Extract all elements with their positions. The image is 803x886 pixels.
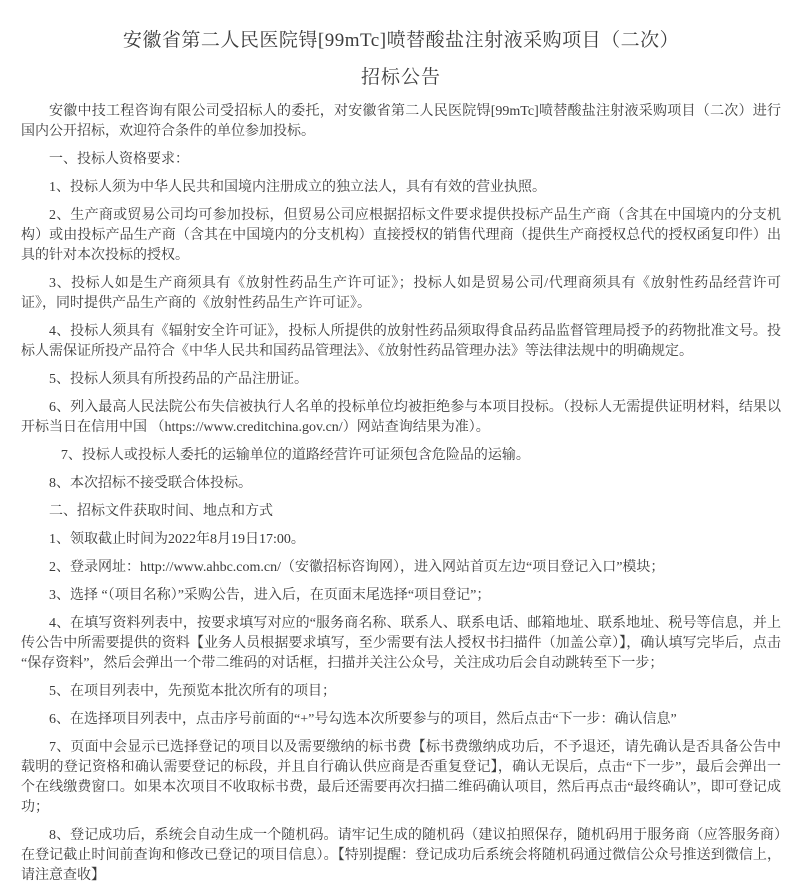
- announcement-document: [0, 27, 803, 886]
- section1-item-2: 2、生产商或贸易公司均可参加投标，但贸易公司应根据招标文件要求提供投标产品生产商（含其在中国境内的分支机构）或由投标产品生产商（含其在中国境内的分支机构）直接授权的销售代理商（提供生产商授权总代的授权函复印件）出具的针对本次投标的授权。: [21, 208, 781, 263]
- document-title: 安徽省第二人民医院锝[99mTc]喷替酸盐注射液采购项目（二次）: [122, 30, 680, 51]
- section2-item-8: 8、登记成功后，系统会自动生成一个随机码。请牢记生成的随机码（建议拍照保存，随机码用于服务商（应答服务商）在登记截止时间前查询和修改已登记的项目信息）。【特别提醒：登记成功后系统会将随机码通过微信公众号推送到微信上，请注意查收】: [21, 828, 781, 883]
- section2-item-2: 2、登录网址：http://www.ahbc.com.cn/（安徽招标咨询网），进入网站首页左边“项目登记入口”模块；: [49, 560, 665, 575]
- section2-item-1: 1、领取截止时间为2022年8月19日17:00。: [49, 532, 305, 547]
- section1-item-8: 8、本次招标不接受联合体投标。: [49, 476, 252, 491]
- section1-item-6: 6、列入最高人民法院公布失信被执行人名单的投标单位均被拒绝参与本项目投标。（投标人无需提供证明材料，结果以开标当日在信用中国 （https://www.creditchina.gov.cn/）网站查询结果为准）。: [21, 400, 781, 435]
- section1-heading: 一、投标人资格要求：: [49, 152, 189, 167]
- section2-item-7: 7、页面中会显示已选择登记的项目以及需要缴纳的标书费【标书费缴纳成功后，不予退还，请先确认是否具备公告中载明的登记资格和确认需要登记的标段，并且自行确认供应商是否重复登记】，确认无误后，点击“下一步”，最后会弹出一个在线缴费窗口。如果本次项目不收取标书费，最后还需要再次扫描二维码确认项目，然后再点击“最终确认”，即可登记成功；: [21, 740, 781, 815]
- section2-heading: 二、招标文件获取时间、地点和方式: [49, 504, 273, 519]
- section2-item-3: 3、选择 “（项目名称）”采购公告，进入后，在页面末尾选择“项目登记”；: [49, 588, 491, 603]
- section2-item-5: 5、在项目列表中，先预览本批次所有的项目；: [49, 684, 336, 699]
- section1-item-3: 3、投标人如是生产商须具有《放射性药品生产许可证》；投标人如是贸易公司/代理商须具有《放射性药品经营许可证》，同时提供产品生产商的《放射性药品生产许可证》。: [21, 276, 781, 311]
- section1-item-5: 5、投标人须具有所投药品的产品注册证。: [49, 372, 308, 387]
- section2-item-4: 4、在填写资料列表中，按要求填写对应的“服务商名称、联系人、联系电话、邮箱地址、联系地址、税号等信息，并上传公告中所需要提供的资料【业务人员根据要求填写，至少需要有法人授权书扫描件（加盖公章）】，确认填写完毕后，点击“保存资料”，然后会弹出一个带二维码的对话框，扫描并关注公众号，关注成功后会自动跳转至下一步；: [21, 616, 781, 671]
- section1-item-7: 7、投标人或投标人委托的运输单位的道路经营许可证须包含危险品的运输。: [60, 448, 530, 463]
- section1-item-4: 4、投标人须具有《辐射安全许可证》，投标人所提供的放射性药品须取得食品药品监督管理局授予的药物批准文号。投标人需保证所投产品符合《中华人民共和国药品管理法》、《放射性药品管理办法》等法律法规中的明确规定。: [21, 324, 781, 359]
- intro-paragraph: 安徽中技工程咨询有限公司受招标人的委托，对安徽省第二人民医院锝[99mTc]喷替酸盐注射液采购项目（二次）进行国内公开招标，欢迎符合条件的单位参加投标。: [21, 104, 781, 139]
- section1-item-1: 1、投标人须为中华人民共和国境内注册成立的独立法人，具有有效的营业执照。: [49, 180, 546, 195]
- section2-item-6: 6、在选择项目列表中，点击序号前面的“+”号勾选本次所要参与的项目，然后点击“下一步：确认信息”: [49, 712, 677, 727]
- document-subtitle: 招标公告: [360, 67, 441, 88]
